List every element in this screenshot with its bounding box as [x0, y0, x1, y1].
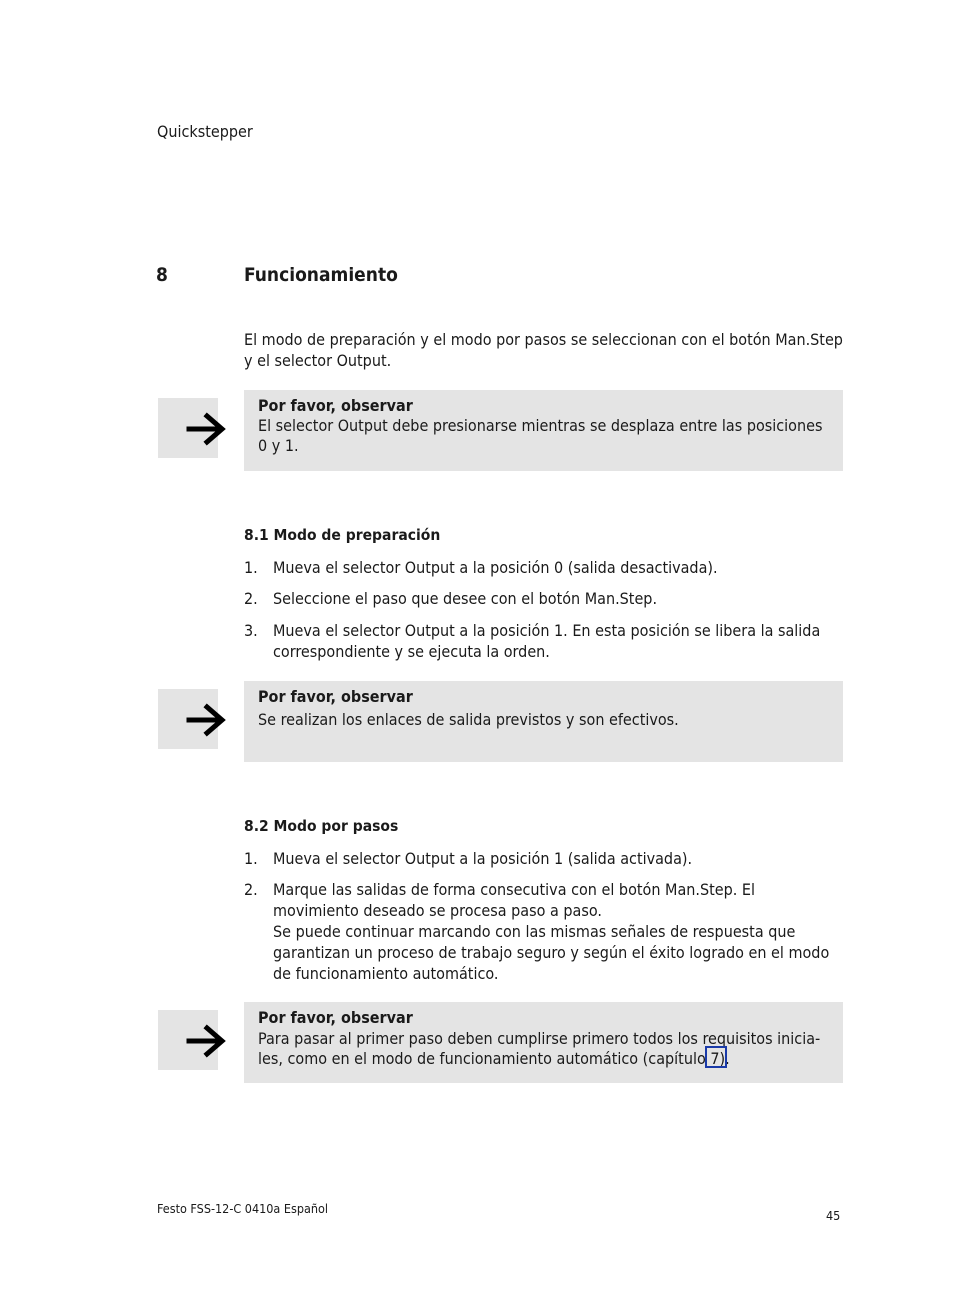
- step-text-block: [273, 879, 844, 984]
- arrow-right-icon: [185, 412, 229, 446]
- note-box: [244, 1002, 843, 1083]
- note-text: El selector Output debe presionarse mientras se desplaza entre las posiciones 0 y 1.: [258, 416, 823, 455]
- step-text: Mueva el selector Output a la posición 1 (salida activada).: [273, 849, 693, 868]
- step-text-continued: Se puede continuar marcando con las mismas señales de respuesta que garantizan un proceso de trabajo seguro y según el éxito logrado en el modo de funcionamiento automático.: [273, 922, 830, 983]
- note-arrow-box: [158, 1010, 218, 1070]
- note-heading: Por favor, observar: [258, 396, 413, 415]
- note-text-start: Para pasar al primer paso deben cumplirse primero todos los requisitos iniciales, como en el modo de funcionamiento automático (capítulo: [258, 1029, 821, 1068]
- arrow-right-icon: [185, 703, 229, 737]
- note-text: [258, 1029, 829, 1069]
- footer-document-id: Festo FSS-12-C 0410a Español: [157, 1201, 329, 1216]
- note-heading: Por favor, observar: [258, 1008, 413, 1027]
- note-box: [244, 681, 843, 762]
- list-item: [244, 848, 844, 869]
- steps-list: [244, 848, 844, 984]
- step-number: 2.: [244, 589, 258, 608]
- chapter-link[interactable]: 7: [710, 1049, 720, 1068]
- step-text: Seleccione el paso que desee con el botón Man.Step.: [273, 589, 658, 608]
- note-text-end: ).: [719, 1049, 730, 1068]
- page-number: 45: [826, 1208, 841, 1223]
- steps-list: [244, 557, 844, 662]
- running-header: Quickstepper: [157, 122, 253, 141]
- section-title: 8.1 Modo de preparación: [244, 526, 441, 544]
- step-text: Marque las salidas de forma consecutiva con el botón Man.Step. El movimiento deseado se procesa paso a paso.: [273, 880, 755, 920]
- list-item: [244, 620, 844, 662]
- step-text: Mueva el selector Output a la posición 1. En esta posición se libera la salida correspondiente y se ejecuta la orden.: [273, 621, 821, 661]
- step-number: 1.: [244, 849, 258, 868]
- step-number: 3.: [244, 621, 258, 640]
- section-title: 8.2 Modo por pasos: [244, 817, 399, 835]
- note-box: [244, 390, 843, 471]
- step-text: Mueva el selector Output a la posición 0 (salida desactivada).: [273, 558, 718, 577]
- chapter-number: 8: [156, 264, 168, 286]
- note-arrow-box: [158, 398, 218, 458]
- arrow-right-icon: [185, 1024, 229, 1058]
- list-item: [244, 879, 844, 984]
- list-item: [244, 557, 844, 578]
- note-heading: Por favor, observar: [258, 687, 413, 706]
- note-text: Se realizan los enlaces de salida previstos y son efectivos.: [258, 710, 679, 729]
- note-arrow-box: [158, 689, 218, 749]
- chapter-title: Funcionamiento: [244, 264, 398, 286]
- intro-paragraph: El modo de preparación y el modo por pasos se seleccionan con el botón Man.Step y el selector Output.: [244, 330, 843, 370]
- list-item: [244, 588, 844, 609]
- step-number: 1.: [244, 558, 258, 577]
- step-number: 2.: [244, 880, 258, 899]
